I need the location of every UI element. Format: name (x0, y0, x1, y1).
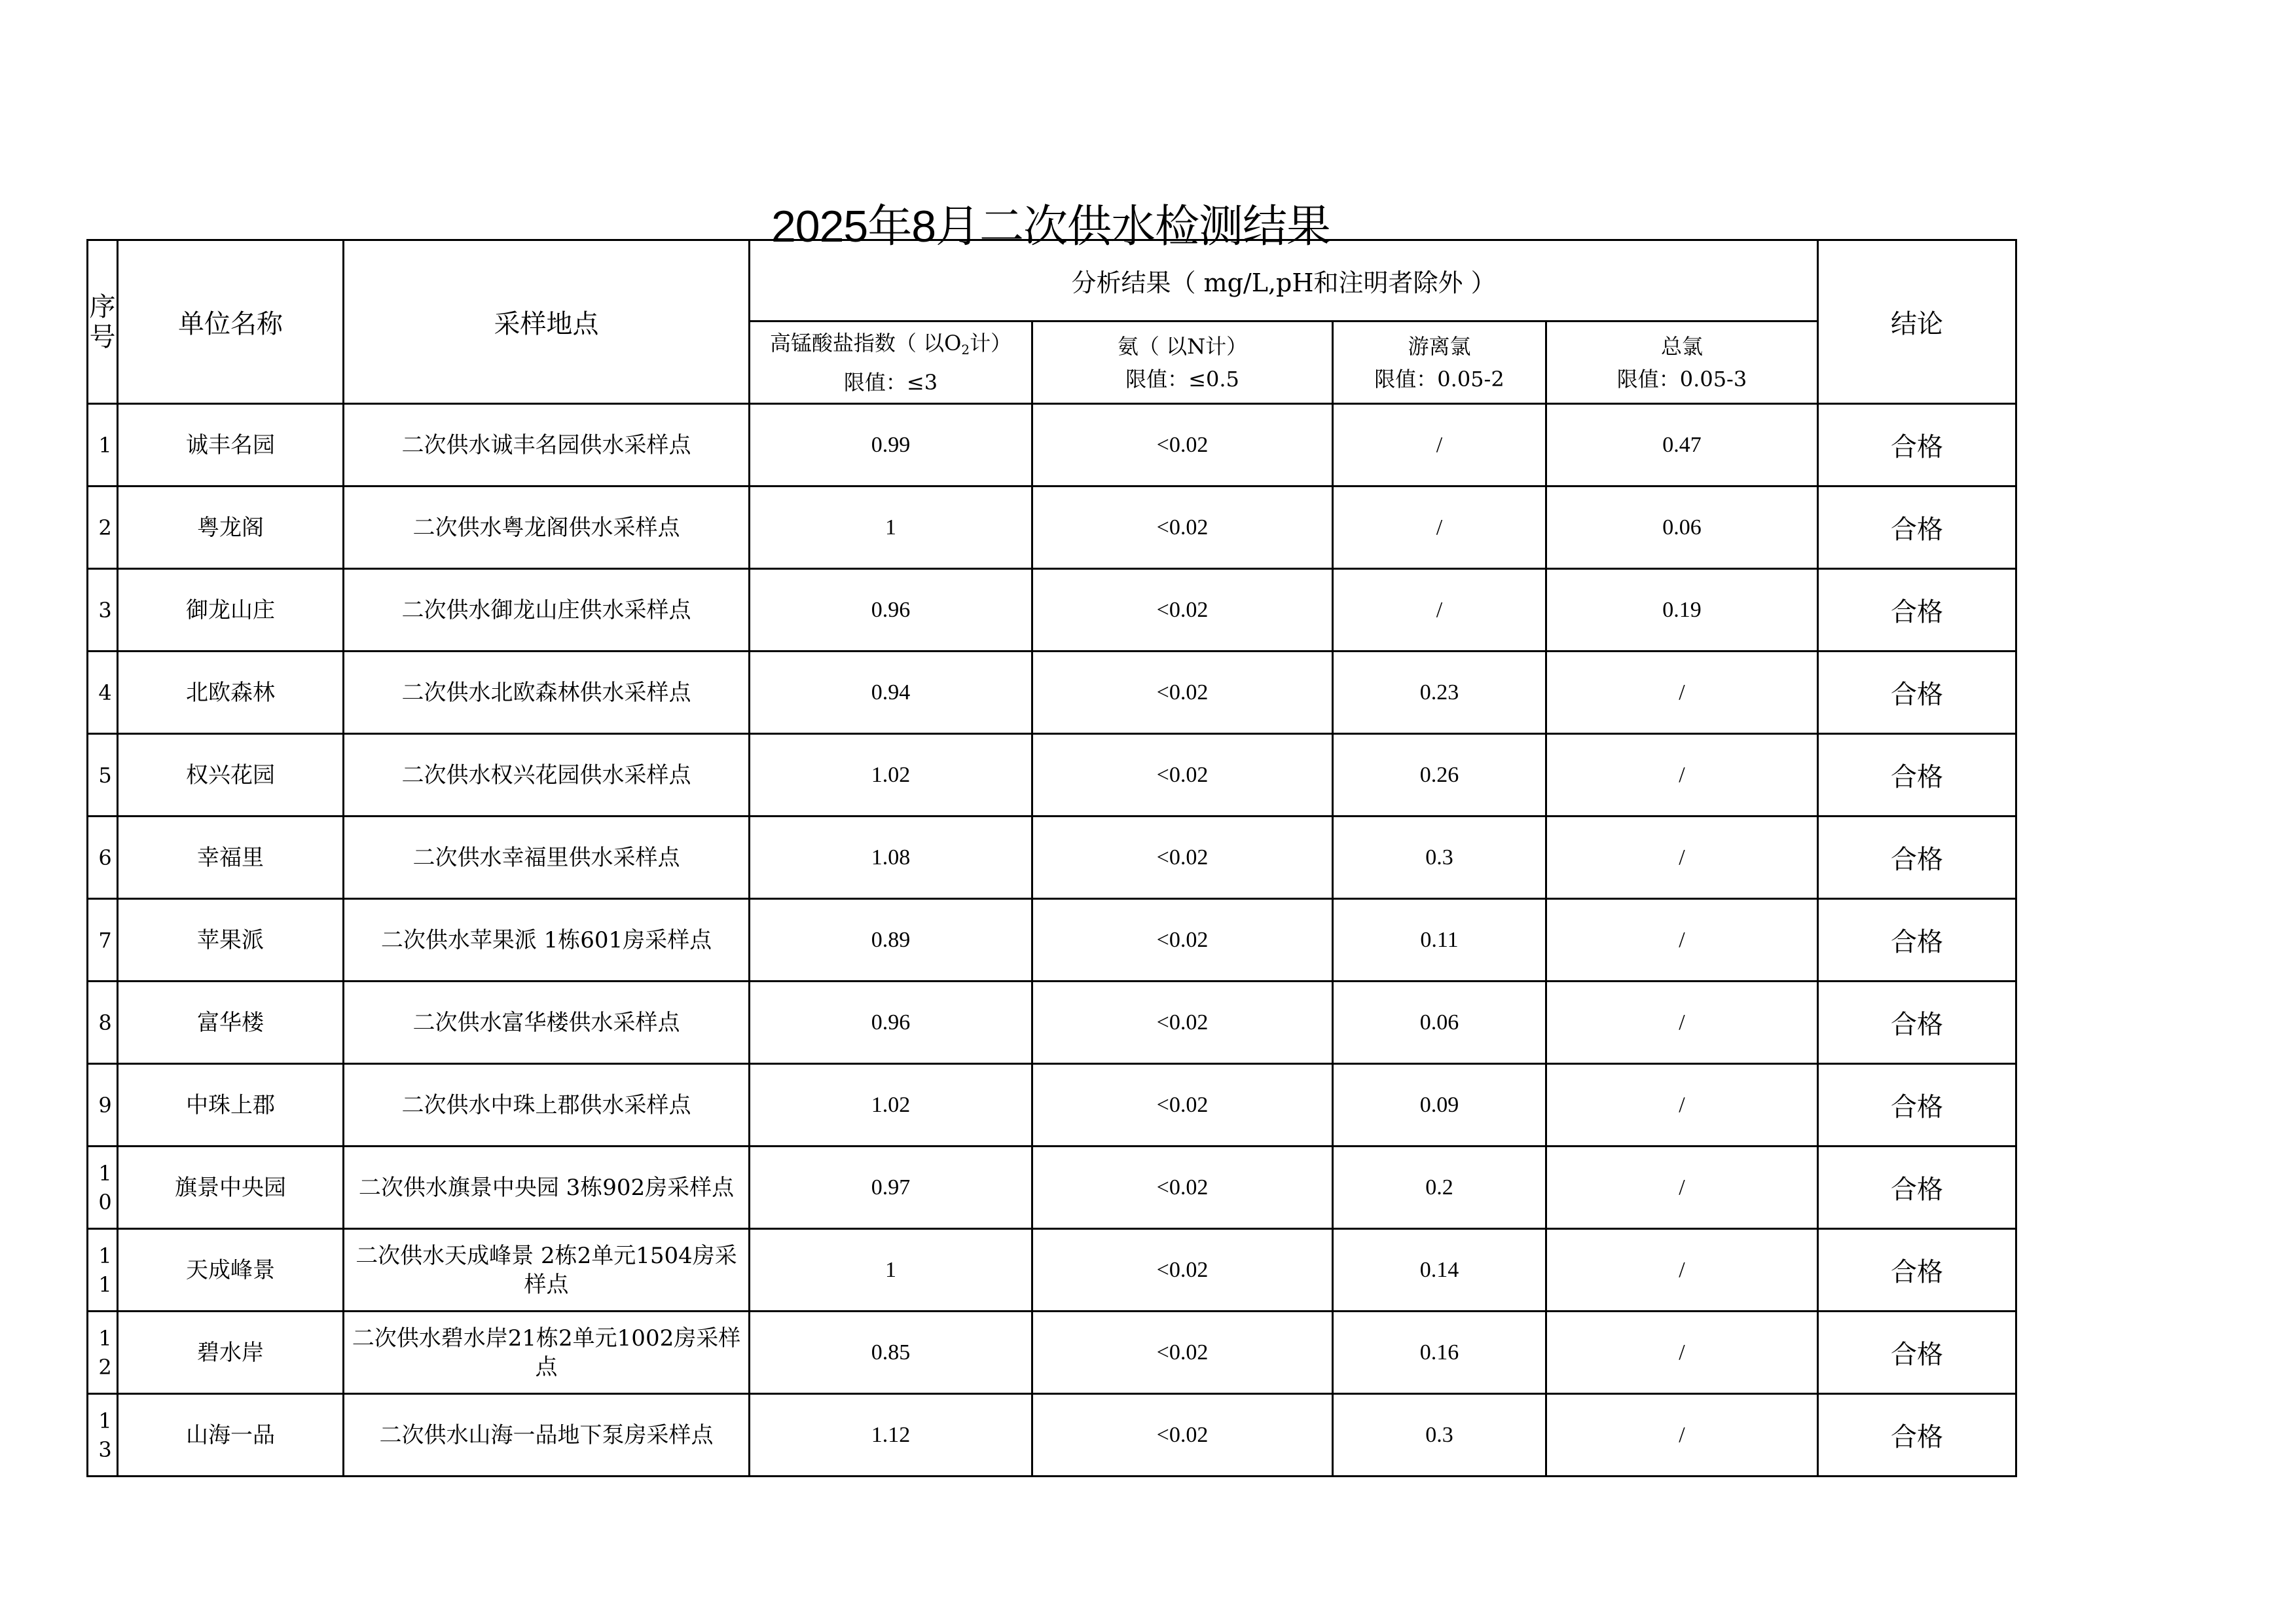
header-free-chlorine (1333, 321, 1546, 404)
header-permanganate-name: 高锰酸盐指数（ 以$O_2$计） (769, 330, 1012, 358)
cell-seq: 5 (88, 734, 118, 817)
cell-seq: 10 (88, 1147, 118, 1229)
cell-seq: 2 (88, 487, 118, 569)
cell-conclusion: 合格 (1818, 1229, 2016, 1312)
header-seq: 序号 (88, 240, 118, 404)
cell-permanganate: 0.97 (750, 1147, 1032, 1229)
cell-free-chlorine: / (1333, 569, 1546, 652)
cell-conclusion: 合格 (1818, 817, 2016, 899)
cell-total-chlorine: / (1546, 982, 1818, 1064)
cell-total-chlorine: / (1546, 1394, 1818, 1477)
cell-free-chlorine: / (1333, 404, 1546, 487)
header-total-chlorine (1546, 321, 1818, 404)
cell-sampling-site: 二次供水天成峰景 2栋2单元1504房采样点 (344, 1229, 750, 1312)
table-row (88, 569, 2016, 652)
cell-unit-name: 权兴花园 (118, 734, 344, 817)
header-ammonia-limit: 限值：≤0.5 (1125, 366, 1239, 392)
cell-free-chlorine: 0.09 (1333, 1064, 1546, 1147)
cell-sampling-site: 二次供水苹果派 1栋601房采样点 (344, 899, 750, 982)
cell-unit-name: 碧水岸 (118, 1312, 344, 1394)
header-ammonia-name: 氨（ 以N计） (1117, 333, 1248, 359)
header-ammonia (1032, 321, 1333, 404)
cell-ammonia: <0.02 (1032, 1229, 1333, 1312)
table-row (88, 817, 2016, 899)
cell-permanganate: 1.12 (750, 1394, 1032, 1477)
cell-unit-name: 御龙山庄 (118, 569, 344, 652)
cell-permanganate: 1.08 (750, 817, 1032, 899)
table-row (88, 652, 2016, 734)
cell-sampling-site: 二次供水诚丰名园供水采样点 (344, 404, 750, 487)
cell-conclusion: 合格 (1818, 569, 2016, 652)
cell-seq: 8 (88, 982, 118, 1064)
cell-ammonia: <0.02 (1032, 899, 1333, 982)
cell-free-chlorine: 0.3 (1333, 1394, 1546, 1477)
cell-ammonia: <0.02 (1032, 1312, 1333, 1394)
header-conclusion: 结论 (1818, 240, 2016, 404)
cell-seq: 9 (88, 1064, 118, 1147)
header-free-chlorine-limit: 限值：0.05-2 (1374, 366, 1504, 392)
cell-sampling-site: 二次供水碧水岸21栋2单元1002房采样点 (344, 1312, 750, 1394)
cell-ammonia: <0.02 (1032, 1394, 1333, 1477)
cell-seq: 6 (88, 817, 118, 899)
cell-conclusion: 合格 (1818, 404, 2016, 487)
cell-unit-name: 中珠上郡 (118, 1064, 344, 1147)
cell-sampling-site: 二次供水幸福里供水采样点 (344, 817, 750, 899)
cell-conclusion: 合格 (1818, 1312, 2016, 1394)
cell-sampling-site: 二次供水中珠上郡供水采样点 (344, 1064, 750, 1147)
cell-seq: 12 (88, 1312, 118, 1394)
cell-conclusion: 合格 (1818, 1394, 2016, 1477)
cell-ammonia: <0.02 (1032, 487, 1333, 569)
header-total-chlorine-limit: 限值：0.05-3 (1616, 366, 1747, 392)
cell-total-chlorine: / (1546, 1147, 1818, 1229)
cell-seq: 11 (88, 1229, 118, 1312)
cell-seq: 1 (88, 404, 118, 487)
header-unit-name: 单位名称 (118, 240, 344, 404)
cell-unit-name: 苹果派 (118, 899, 344, 982)
cell-conclusion: 合格 (1818, 899, 2016, 982)
cell-permanganate: 1 (750, 1229, 1032, 1312)
table-row (88, 404, 2016, 487)
cell-sampling-site: 二次供水权兴花园供水采样点 (344, 734, 750, 817)
cell-free-chlorine: 0.14 (1333, 1229, 1546, 1312)
cell-ammonia: <0.02 (1032, 1064, 1333, 1147)
cell-total-chlorine: 0.06 (1546, 487, 1818, 569)
header-sampling-site: 采样地点 (344, 240, 750, 404)
table-row (88, 1312, 2016, 1394)
cell-ammonia: <0.02 (1032, 734, 1333, 817)
cell-permanganate: 1.02 (750, 734, 1032, 817)
cell-total-chlorine: 0.19 (1546, 569, 1818, 652)
cell-total-chlorine: 0.47 (1546, 404, 1818, 487)
cell-permanganate: 0.85 (750, 1312, 1032, 1394)
cell-sampling-site: 二次供水粤龙阁供水采样点 (344, 487, 750, 569)
cell-sampling-site: 二次供水旗景中央园 3栋902房采样点 (344, 1147, 750, 1229)
cell-unit-name: 粤龙阁 (118, 487, 344, 569)
cell-free-chlorine: 0.26 (1333, 734, 1546, 817)
table-row (88, 1147, 2016, 1229)
cell-free-chlorine: 0.23 (1333, 652, 1546, 734)
cell-ammonia: <0.02 (1032, 1147, 1333, 1229)
table-row (88, 1229, 2016, 1312)
cell-unit-name: 富华楼 (118, 982, 344, 1064)
cell-total-chlorine: / (1546, 652, 1818, 734)
cell-free-chlorine: 0.3 (1333, 817, 1546, 899)
header-permanganate-index (750, 321, 1032, 404)
cell-permanganate: 0.94 (750, 652, 1032, 734)
table-row (88, 487, 2016, 569)
cell-conclusion: 合格 (1818, 982, 2016, 1064)
cell-free-chlorine: 0.06 (1333, 982, 1546, 1064)
cell-sampling-site: 二次供水北欧森林供水采样点 (344, 652, 750, 734)
cell-unit-name: 山海一品 (118, 1394, 344, 1477)
cell-conclusion: 合格 (1818, 734, 2016, 817)
table-row (88, 982, 2016, 1064)
cell-free-chlorine: 0.11 (1333, 899, 1546, 982)
cell-permanganate: 1 (750, 487, 1032, 569)
header-permanganate-limit: 限值：≤3 (843, 369, 938, 395)
cell-seq: 4 (88, 652, 118, 734)
cell-ammonia: <0.02 (1032, 404, 1333, 487)
cell-total-chlorine: / (1546, 817, 1818, 899)
table-body (88, 404, 2016, 1477)
header-total-chlorine-name: 总氯 (1661, 333, 1704, 359)
table-row (88, 734, 2016, 817)
cell-conclusion: 合格 (1818, 1147, 2016, 1229)
cell-unit-name: 诚丰名园 (118, 404, 344, 487)
cell-ammonia: <0.02 (1032, 569, 1333, 652)
cell-permanganate: 0.96 (750, 569, 1032, 652)
cell-seq: 13 (88, 1394, 118, 1477)
cell-unit-name: 天成峰景 (118, 1229, 344, 1312)
cell-seq: 3 (88, 569, 118, 652)
cell-total-chlorine: / (1546, 1064, 1818, 1147)
cell-total-chlorine: / (1546, 1229, 1818, 1312)
table-header (88, 240, 2016, 404)
cell-total-chlorine: / (1546, 1312, 1818, 1394)
cell-free-chlorine: / (1333, 487, 1546, 569)
header-analysis-results: 分析结果（ mg/L,pH和注明者除外 ） (750, 240, 1818, 321)
table-row (88, 1064, 2016, 1147)
cell-permanganate: 0.99 (750, 404, 1032, 487)
cell-ammonia: <0.02 (1032, 982, 1333, 1064)
cell-ammonia: <0.02 (1032, 652, 1333, 734)
cell-sampling-site: 二次供水御龙山庄供水采样点 (344, 569, 750, 652)
cell-sampling-site: 二次供水山海一品地下泵房采样点 (344, 1394, 750, 1477)
cell-ammonia: <0.02 (1032, 817, 1333, 899)
cell-free-chlorine: 0.16 (1333, 1312, 1546, 1394)
cell-sampling-site: 二次供水富华楼供水采样点 (344, 982, 750, 1064)
cell-unit-name: 北欧森林 (118, 652, 344, 734)
cell-conclusion: 合格 (1818, 652, 2016, 734)
header-free-chlorine-name: 游离氯 (1408, 333, 1471, 359)
results-table (86, 239, 2017, 1477)
cell-total-chlorine: / (1546, 734, 1818, 817)
cell-seq: 7 (88, 899, 118, 982)
cell-total-chlorine: / (1546, 899, 1818, 982)
cell-free-chlorine: 0.2 (1333, 1147, 1546, 1229)
cell-permanganate: 0.96 (750, 982, 1032, 1064)
table-row (88, 1394, 2016, 1477)
cell-permanganate: 0.89 (750, 899, 1032, 982)
page-title: 2025年8月二次供水检测结果 (771, 201, 1331, 251)
cell-unit-name: 幸福里 (118, 817, 344, 899)
cell-conclusion: 合格 (1818, 487, 2016, 569)
table-row (88, 899, 2016, 982)
cell-unit-name: 旗景中央园 (118, 1147, 344, 1229)
cell-conclusion: 合格 (1818, 1064, 2016, 1147)
cell-permanganate: 1.02 (750, 1064, 1032, 1147)
